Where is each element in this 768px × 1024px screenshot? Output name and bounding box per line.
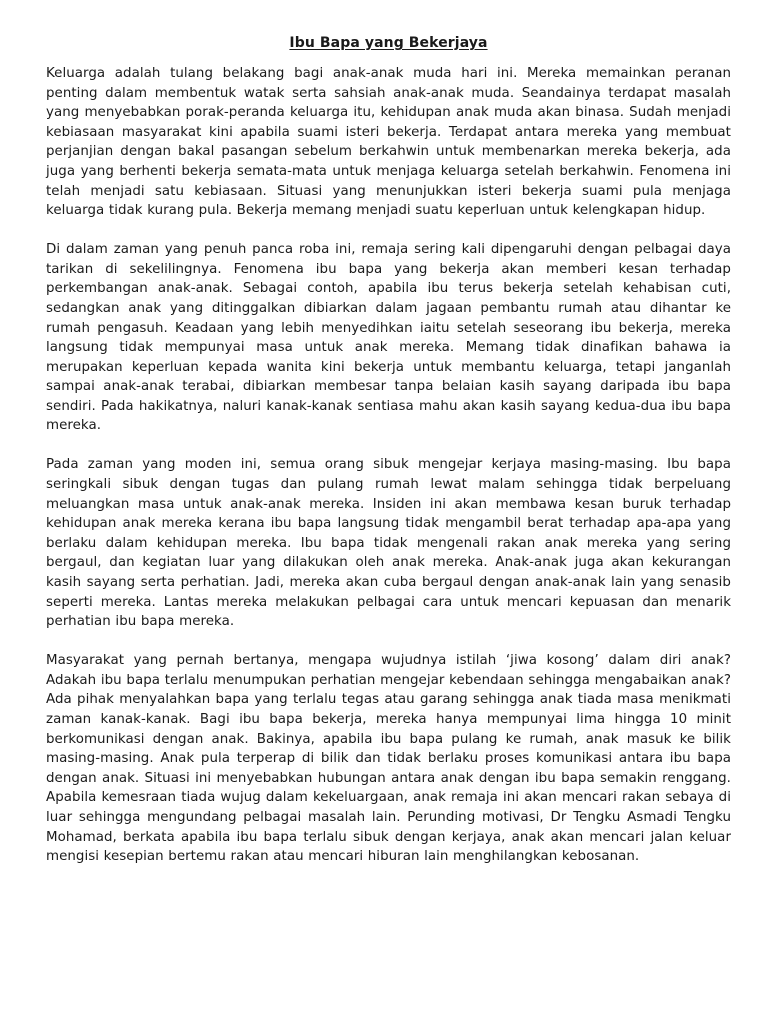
document-page	[46, 34, 731, 886]
paragraph-2: Di dalam zaman yang penuh panca roba ini, remaja sering kali dipengaruhi dengan pelbagai daya tarikan di sekelilingnya. Fenomena ibu bapa yang bekerja akan memberi kesan terhadap perkembangan anak-anak. Sebagai contoh, apabila ibu terus bekerja setelah kehabisan cuti, sedangkan anak yang ditinggalkan dibiarkan dalam jagaan pembantu rumah atau dihantar ke rumah pengasuh. Keadaan yang lebih menyedihkan iaitu setelah seseorang ibu bekerja, mereka langsung tidak mempunyai masa untuk anak mereka. Memang tidak dinafikan bahawa ia merupakan keperluan kepada wanita kini bekerja untuk membantu keluarga, tetapi janganlah sampai anak-anak terabai, dibiarkan membesar tanpa belaian kasih sayang daripada ibu bapa sendiri. Pada hakikatnya, naluri kanak-kanak sentiasa mahu akan kasih sayang kedua-dua ibu bapa mereka.	[46, 242, 731, 434]
paragraph-1: Keluarga adalah tulang belakang bagi anak-anak muda hari ini. Mereka memainkan peranan penting dalam membentuk watak serta sahsiah anak-anak muda. Seandainya terdapat masalah yang menyebabkan porak-peranda keluarga itu, kehidupan anak muda akan binasa. Sudah menjadi kebiasaan masyarakat kini apabila suami isteri bekerja. Terdapat antara mereka yang membuat perjanjian dengan bakal pasangan sebelum berkahwin untuk membenarkan mereka bekerja, ada juga yang berhenti bekerja semata-mata untuk menjaga keluarga setelah berkahwin. Fenomena ini telah menjadi satu kebiasaan. Situasi yang menunjukkan isteri bekerja suami pula menjaga keluarga tidak kurang pula. Bekerja memang menjadi suatu keperluan untuk kelengkapan hidup.	[46, 66, 731, 219]
paragraph-4: Masyarakat yang pernah bertanya, mengapa wujudnya istilah ‘jiwa kosong’ dalam diri anak? Adakah ibu bapa terlalu menumpukan perhatian mengejar kebendaan sehingga mengabaikan anak? Ada pihak menyalahkan bapa yang terlalu tegas atau garang sehingga anak tiada masa menikmati zaman kanak-kanak. Bagi ibu bapa bekerja, mereka hanya mempunyai lima hingga 10 minit berkomunikasi dengan anak. Bakinya, apabila ibu bapa pulang ke rumah, anak masuk ke bilik masing-masing. Anak pula terperap di bilik dan tidak berlaku proses komunikasi antara ibu bapa dengan anak. Situasi ini menyebabkan hubungan antara anak dengan ibu bapa semakin renggang. Apabila kemesraan tiada wujug dalam kekeluargaan, anak remaja ini akan mencari rakan sebaya di luar sehingga mengundang pelbagai masalah lain. Perunding motivasi, Dr Tengku Asmadi Tengku Mohamad, berkata apabila ibu bapa terlalu sibuk dengan kerjaya, anak akan mencari jalan keluar mengisi kesepian bertemu rakan atau mencari hiburan lain menghilangkan kebosanan.	[46, 653, 731, 865]
paragraph-3: Pada zaman yang moden ini, semua orang sibuk mengejar kerjaya masing-masing. Ibu bapa seringkali sibuk dengan tugas dan pulang rumah lewat malam sehingga tidak berpeluang meluangkan masa untuk anak-anak mereka. Insiden ini akan membawa kesan buruk terhadap kehidupan anak mereka kerana ibu bapa langsung tidak mengambil berat terhadap apa-apa yang berlaku dalam kehidupan mereka. Ibu bapa tidak mengenali rakan anak mereka yang sering bergaul, dan kegiatan luar yang dilakukan oleh anak mereka. Anak-anak juga akan kekurangan kasih sayang serta perhatian. Jadi, mereka akan cuba bergaul dengan anak-anak lain yang senasib seperti mereka. Lantas mereka melakukan pelbagai cara untuk mencari kepuasan dan menarik perhatian ibu bapa mereka.	[46, 457, 731, 630]
document-title: Ibu Bapa yang Bekerjaya	[289, 35, 488, 51]
